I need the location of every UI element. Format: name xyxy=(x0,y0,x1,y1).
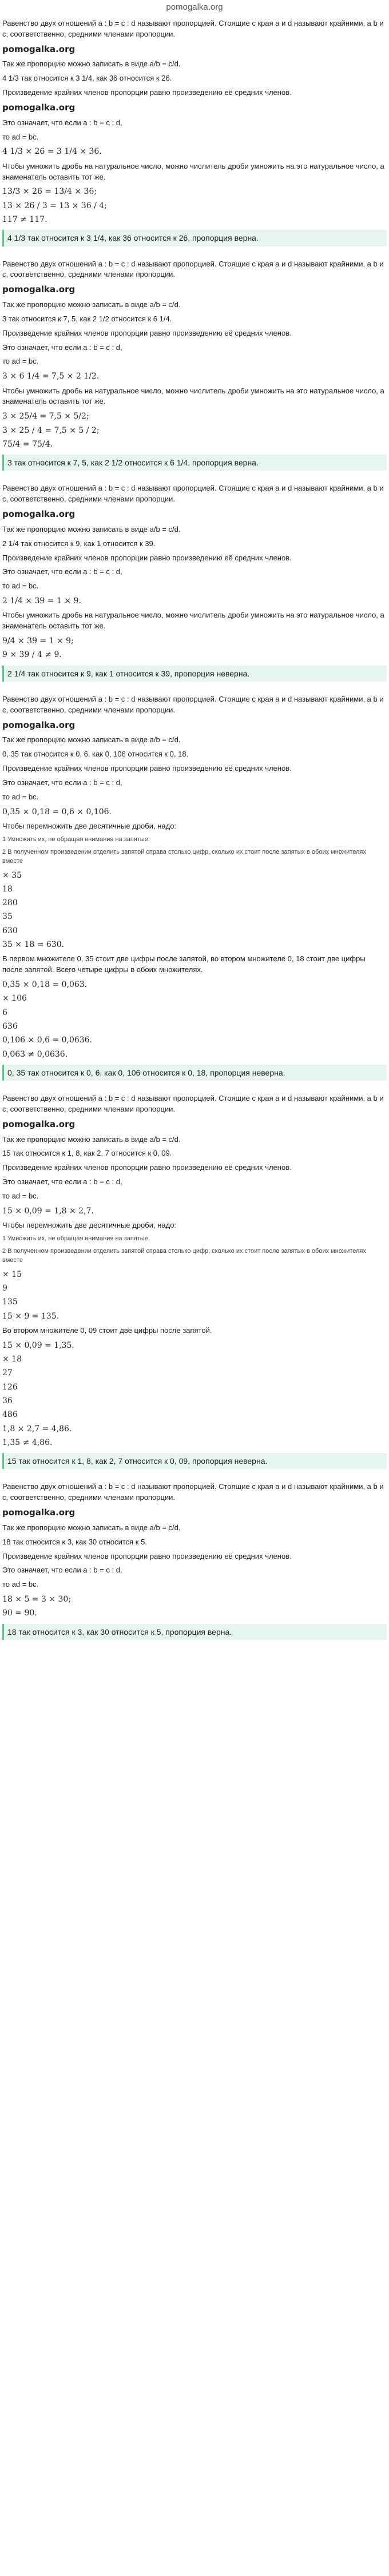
means-text: Это означает, что если a : b = c : d, xyxy=(2,567,122,576)
fraction-rule: Чтобы умножить дробь на натуральное число, можно числитель дроби умножить на это натуральное число, а знаменатель оставить тот же. xyxy=(2,386,384,406)
rule-product-text: Произведение крайних членов пропорции равно произведению её средних членов. xyxy=(2,1551,292,1560)
math-line: 13 × 26 / 3 = 13 × 36 / 4; xyxy=(2,201,107,210)
to-text: то ad = bc. xyxy=(2,357,39,366)
math-line: 15 × 0,09 = 1,8 × 2,7. xyxy=(2,1206,94,1216)
math-line: 3 × 25/4 = 7,5 × 5/2; xyxy=(2,412,89,421)
calc-line: 27 xyxy=(2,1368,13,1378)
math-line: 3 × 25 / 4 = 7,5 × 5 / 2; xyxy=(2,425,100,435)
rule-form-text: Так же пропорцию можно записать в виде a/b = c/d. xyxy=(2,1134,181,1144)
watermark: pomogalka.org xyxy=(2,284,76,295)
math-line: 0,106 × 0,6 = 0,0636. xyxy=(2,1036,93,1045)
decimal-rule-title: Чтобы перемножить две десятичные дроби, надо: xyxy=(2,1221,177,1230)
mid-text: Во втором множителе 0, 09 стоит две цифры после запятой. xyxy=(2,1325,212,1335)
calc-line: × 15 xyxy=(2,1269,22,1279)
to-text: то ad = bc. xyxy=(2,1191,39,1200)
math-line: 2 1/4 × 39 = 1 × 9. xyxy=(2,596,81,606)
means-text: Это означает, что если a : b = c : d, xyxy=(2,118,122,127)
calc-line: 9 xyxy=(2,1284,7,1293)
calc-line: × 35 xyxy=(2,870,22,880)
math-line: 15 × 9 = 135. xyxy=(2,1311,59,1321)
solution-block-5 xyxy=(0,1089,389,1477)
answer-box: 3 так относится к 7, 5, как 2 1/2 относится к 6 1/4, пропорция верна. xyxy=(2,455,387,471)
calc-line: 630 xyxy=(2,926,18,935)
calc-line: 35 xyxy=(2,912,13,922)
math-line: 1,8 × 2,7 = 4,86. xyxy=(2,1424,72,1434)
calc-line: 18 xyxy=(2,884,13,894)
solution-block-1 xyxy=(0,14,389,254)
to-text: то ad = bc. xyxy=(2,132,39,141)
to-text: то ad = bc. xyxy=(2,792,39,801)
to-text: то ad = bc. xyxy=(2,1580,39,1589)
task-text: 2 1/4 так относится к 9, как 1 относится к 39. xyxy=(2,539,156,548)
answer-box: 15 так относится к 1, 8, как 2, 7 относится к 0, 09, пропорция неверна. xyxy=(2,1453,387,1469)
means-text: Это означает, что если a : b = c : d, xyxy=(2,1566,122,1575)
solution-block-3 xyxy=(0,479,389,690)
solution-block-6 xyxy=(0,1477,389,1648)
calc-line: 636 xyxy=(2,1021,18,1031)
math-line: 15 × 0,09 = 1,35. xyxy=(2,1340,74,1350)
fraction-rule: Чтобы умножить дробь на натуральное число, можно числитель дроби умножить на это натуральное число, а знаменатель оставить тот же. xyxy=(2,611,384,631)
solution-block-2 xyxy=(0,254,389,479)
watermark: pomogalka.org xyxy=(2,1507,76,1518)
math-line: 4 1/3 × 26 = 3 1/4 × 36. xyxy=(2,147,102,157)
decimal-rule-2: 2 В полученном произведении отделить запятой справа столько цифр, сколько их стоит после запятых в обоих множителях вместе xyxy=(2,848,366,865)
math-line: 9 × 39 / 4 ≠ 9. xyxy=(2,650,62,660)
math-line: 75/4 = 75/4. xyxy=(2,439,53,449)
watermark: pomogalka.org xyxy=(2,1118,76,1129)
calc-line: 126 xyxy=(2,1382,18,1392)
math-line: 0,35 × 0,18 = 0,063. xyxy=(2,980,88,990)
watermark: pomogalka.org xyxy=(2,43,76,54)
rule-form-text: Так же пропорцию можно записать в виде a/b = c/d. xyxy=(2,59,181,69)
math-line: 1,35 ≠ 4,86. xyxy=(2,1438,53,1447)
definition-text: Равенство двух отношений a : b = c : d называют пропорцией. Стоящие с края a и d называют крайними, а b и c, соответственно, средними членами пропорции. xyxy=(2,259,384,279)
calc-line: 280 xyxy=(2,898,18,908)
answer-box: 18 так относится к 3, как 30 относится к 5, пропорция верна. xyxy=(2,1624,387,1640)
math-line: 13/3 × 26 = 13/4 × 36; xyxy=(2,187,97,197)
fraction-rule: Чтобы умножить дробь на натуральное число, можно числитель дроби умножить на это натуральное число, а знаменатель оставить тот же. xyxy=(2,161,384,181)
math-line: 117 ≠ 117. xyxy=(2,214,47,224)
definition-text: Равенство двух отношений a : b = c : d называют пропорцией. Стоящие с края a и d называют крайними, а b и c, соответственно, средними членами пропорции. xyxy=(2,1482,384,1502)
math-line: 18 × 5 = 3 × 30; xyxy=(2,1595,72,1604)
answer-box: 0, 35 так относится к 0, 6, как 0, 106 относится к 0, 18, пропорция неверна. xyxy=(2,1065,387,1081)
math-line: 0,35 × 0,18 = 0,6 × 0,106. xyxy=(2,807,112,817)
mid-text: В первом множителе 0, 35 стоит две цифры после запятой, во втором множителе 0, 18 стоит две цифры после запятой. Всего четыре цифры в обоих множителях. xyxy=(2,954,366,974)
answer-box: 2 1/4 так относится к 9, как 1 относится к 39, пропорция неверна. xyxy=(2,666,387,682)
calc-line: × 106 xyxy=(2,994,27,1004)
math-line: 35 × 18 = 630. xyxy=(2,940,65,950)
watermark: pomogalka.org xyxy=(2,509,76,520)
task-text: 15 так относится к 1, 8, как 2, 7 относится к 0, 09. xyxy=(2,1149,172,1158)
solution-block-4 xyxy=(0,690,389,1089)
calc-line: × 18 xyxy=(2,1355,22,1364)
to-text: то ad = bc. xyxy=(2,582,39,591)
math-line: 3 × 6 1/4 = 7,5 × 2 1/2. xyxy=(2,372,100,381)
rule-product-text: Произведение крайних членов пропорции равно произведению её средних членов. xyxy=(2,553,292,562)
rule-form-text: Так же пропорцию можно записать в виде a/b = c/d. xyxy=(2,735,181,744)
decimal-rule-2: 2 В полученном произведении отделить запятой справа столько цифр, сколько их стоит после запятых в обоих множителях вместе xyxy=(2,1247,366,1264)
task-text: 4 1/3 так относится к 3 1/4, как 36 относится к 26. xyxy=(2,74,172,83)
math-line: 90 = 90. xyxy=(2,1608,37,1618)
decimal-rule-1: 1 Умножить их, не обращая внимания на запятые. xyxy=(2,1235,150,1242)
task-text: 3 так относится к 7, 5, как 2 1/2 относится к 6 1/4. xyxy=(2,314,172,323)
rule-form-text: Так же пропорцию можно записать в виде a/b = c/d. xyxy=(2,300,181,309)
task-text: 0, 35 так относится к 0, 6, как 0, 106 относится к 0, 18. xyxy=(2,750,189,759)
decimal-rule-title: Чтобы перемножить две десятичные дроби, надо: xyxy=(2,821,177,830)
definition-text: Равенство двух отношений a : b = c : d называют пропорцией. Стоящие с края a и d называют крайними, а b и c, соответственно, средними членами пропорции. xyxy=(2,1094,384,1113)
rule-product-text: Произведение крайних членов пропорции равно произведению её средних членов. xyxy=(2,328,292,337)
site-watermark-top: pomogalka.org xyxy=(166,2,223,12)
watermark: pomogalka.org xyxy=(2,102,76,113)
math-line: 9/4 × 39 = 1 × 9; xyxy=(2,636,74,646)
decimal-rule-1: 1 Умножить их, не обращая внимания на запятые. xyxy=(2,835,150,843)
means-text: Это означает, что если a : b = c : d, xyxy=(2,1177,122,1187)
calc-line: 486 xyxy=(2,1410,18,1420)
task-text: 18 так относится к 3, как 30 относится к 5. xyxy=(2,1537,147,1546)
math-line: 0,063 ≠ 0,0636. xyxy=(2,1049,68,1059)
calc-line: 36 xyxy=(2,1396,13,1406)
watermark: pomogalka.org xyxy=(2,719,76,730)
definition-text: Равенство двух отношений a : b = c : d называют пропорцией. Стоящие с края a и d называют крайними, а b и c, соответственно, средними членами пропорции. xyxy=(2,484,384,504)
rule-form-text: Так же пропорцию можно записать в виде a/b = c/d. xyxy=(2,1523,181,1532)
definition-text: Равенство двух отношений a : b = c : d называют пропорцией. Стоящие с края a и d называют крайними, а b и c, соответственно, средними членами пропорции. xyxy=(2,694,384,714)
definition-text: Равенство двух отношений a : b = c : d называют пропорцией. Стоящие с края a и d называют крайними, а b и c, соответственно, средними членами пропорции. xyxy=(2,19,384,38)
means-text: Это означает, что если a : b = c : d, xyxy=(2,343,122,352)
rule-product-text: Произведение крайних членов пропорции равно произведению её средних членов. xyxy=(2,764,292,773)
means-text: Это означает, что если a : b = c : d, xyxy=(2,778,122,787)
calc-line: 6 xyxy=(2,1008,7,1017)
calc-line: 135 xyxy=(2,1297,18,1307)
rule-product-text: Произведение крайних членов пропорции равно произведению её средних членов. xyxy=(2,88,292,97)
rule-product-text: Произведение крайних членов пропорции равно произведению её средних членов. xyxy=(2,1163,292,1172)
answer-box: 4 1/3 так относится к 3 1/4, как 36 относится к 26, пропорция верна. xyxy=(2,230,387,246)
rule-form-text: Так же пропорцию можно записать в виде a/b = c/d. xyxy=(2,524,181,533)
